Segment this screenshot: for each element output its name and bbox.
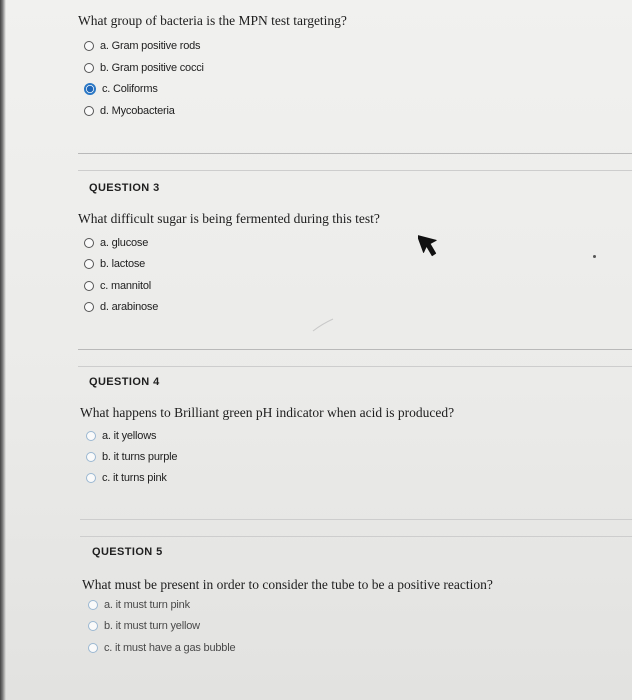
question-2-text: What group of bacteria is the MPN test targeting? — [78, 13, 347, 28]
edge-shadow — [0, 0, 6, 700]
option-label: b. it turns purple — [102, 451, 178, 463]
question-3-text: What difficult sugar is being fermented during this test? — [78, 211, 380, 226]
option-label: a. glucose — [100, 237, 149, 249]
radio-button[interactable] — [84, 41, 94, 51]
q2-option-c[interactable] — [84, 81, 158, 97]
radio-button-selected[interactable] — [84, 83, 96, 95]
screen-speck — [593, 255, 596, 258]
divider — [80, 519, 632, 520]
radio-button[interactable] — [84, 63, 94, 73]
q4-option-c[interactable] — [86, 470, 167, 486]
question-3-heading: QUESTION 3 — [89, 182, 160, 194]
divider — [78, 349, 632, 350]
q2-option-d[interactable] — [84, 103, 175, 119]
radio-button[interactable] — [84, 238, 94, 248]
option-label: b. it must turn yellow — [104, 620, 200, 632]
radio-button[interactable] — [88, 600, 98, 610]
q5-option-b[interactable] — [88, 618, 200, 634]
q5-option-a[interactable] — [88, 597, 190, 613]
q2-option-a[interactable] — [84, 38, 200, 54]
pen-mark — [312, 318, 334, 332]
divider — [80, 536, 632, 537]
radio-button[interactable] — [86, 473, 96, 483]
radio-button[interactable] — [84, 259, 94, 269]
option-label: a. it yellows — [102, 430, 157, 442]
radio-button[interactable] — [88, 643, 98, 653]
option-label: b. Gram positive cocci — [100, 62, 204, 74]
radio-button[interactable] — [84, 106, 94, 116]
option-label: a. it must turn pink — [104, 599, 190, 611]
option-label: d. Mycobacteria — [100, 105, 175, 117]
q2-option-b[interactable] — [84, 60, 204, 76]
question-5-text: What must be present in order to consider the tube to be a positive reaction? — [82, 577, 493, 592]
q3-option-d[interactable] — [84, 299, 158, 315]
option-label: c. mannitol — [100, 280, 151, 292]
radio-button[interactable] — [86, 452, 96, 462]
question-4-text: What happens to Brilliant green pH indicator when acid is produced? — [80, 405, 455, 420]
question-4-heading: QUESTION 4 — [89, 376, 160, 388]
radio-button[interactable] — [84, 302, 94, 312]
option-label: b. lactose — [100, 258, 146, 270]
q3-option-c[interactable] — [84, 278, 151, 294]
radio-button[interactable] — [84, 281, 94, 291]
q4-option-b[interactable] — [86, 449, 177, 465]
option-label: c. it must have a gas bubble — [104, 642, 236, 654]
option-label: c. Coliforms — [102, 83, 158, 95]
radio-button[interactable] — [86, 431, 96, 441]
option-label: c. it turns pink — [102, 472, 167, 484]
q3-option-a[interactable] — [84, 235, 148, 251]
divider — [78, 170, 632, 171]
q4-option-a[interactable] — [86, 428, 156, 444]
option-label: a. Gram positive rods — [100, 40, 201, 52]
divider — [78, 366, 632, 367]
mouse-pointer-icon — [418, 230, 440, 258]
divider — [78, 153, 632, 154]
q3-option-b[interactable] — [84, 256, 145, 272]
question-5-heading: QUESTION 5 — [92, 546, 163, 558]
radio-button[interactable] — [88, 621, 98, 631]
option-label: d. arabinose — [100, 301, 159, 313]
q5-option-c[interactable] — [88, 640, 235, 656]
